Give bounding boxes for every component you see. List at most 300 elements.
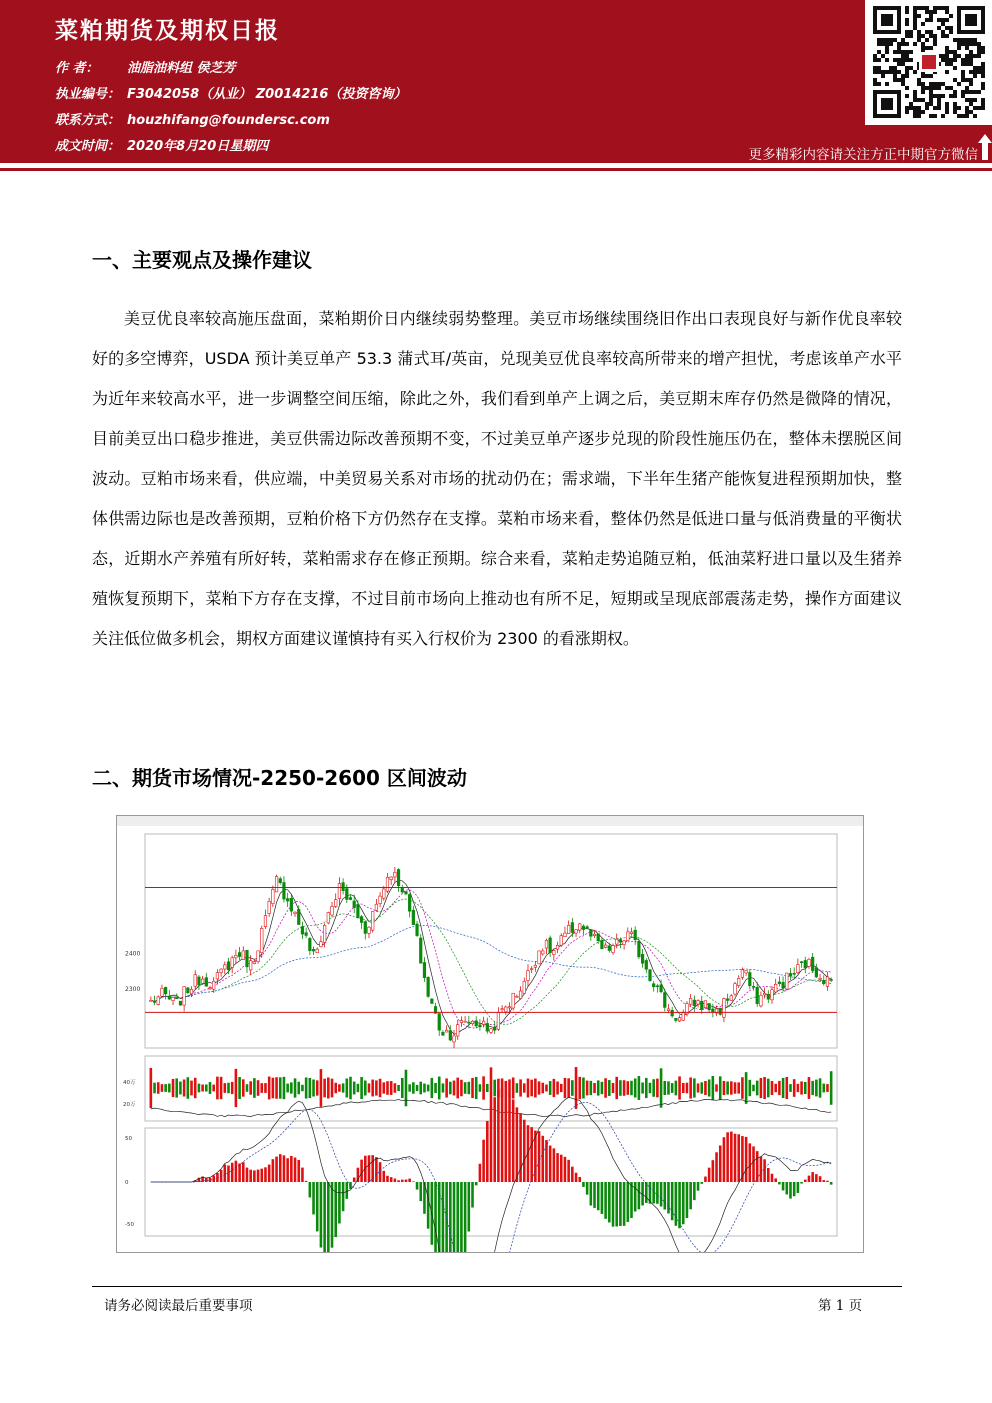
candle-body (416, 924, 419, 936)
macd-bar (671, 1182, 674, 1220)
macd-bar (675, 1182, 678, 1226)
candle-body (549, 938, 552, 953)
candle-body (294, 912, 297, 914)
volume-bar (375, 1080, 378, 1095)
macd-bar (501, 1088, 504, 1182)
volume-bar (238, 1077, 241, 1099)
candle-body (157, 997, 160, 1005)
macd-bar (523, 1120, 526, 1182)
volume-bar (545, 1085, 548, 1092)
volume-bar (394, 1083, 397, 1092)
volume-bar (331, 1079, 334, 1098)
macd-bar (260, 1169, 263, 1182)
volume-bar (235, 1069, 238, 1107)
candle-body (567, 925, 570, 933)
macd-bar (249, 1170, 252, 1182)
macd-bar (386, 1176, 389, 1182)
candle-body (782, 982, 785, 988)
macd-bar (619, 1182, 622, 1226)
candle-body (360, 917, 363, 923)
candle-body (667, 1009, 670, 1011)
candle-body (342, 883, 345, 891)
macd-bar (660, 1182, 663, 1206)
macd-bar (734, 1134, 737, 1182)
candle-body (279, 879, 282, 883)
macd-bar (257, 1170, 260, 1182)
candle-body (630, 932, 633, 934)
volume-bar (726, 1081, 729, 1094)
y-tick-label: 2400 (125, 950, 141, 958)
contact-line: 联系方式： houzhifang@foundersc.com (55, 113, 330, 128)
macd-bar (290, 1156, 293, 1182)
candle-body (752, 986, 755, 987)
candle-body (660, 985, 663, 992)
volume-bar (619, 1080, 622, 1096)
candle-body (224, 965, 227, 969)
candle-body (346, 889, 349, 900)
macd-bar (678, 1182, 681, 1228)
volume-bar (231, 1082, 234, 1094)
macd-bar (797, 1182, 800, 1193)
volume-bar (357, 1084, 360, 1092)
macd-bar (316, 1182, 319, 1231)
macd-bar (830, 1182, 833, 1185)
candle-body (172, 997, 175, 1000)
section1-body: 美豆优良率较高施压盘面，菜粕期价日内继续弱势整理。美豆市场继续围绕旧作出口表现良好与新作优良率较好的多空博弈，USDA 预计美豆单产 53.3 蒲式耳/英亩，兑现美豆优良率较高所带来的增产担忧，考虑该单产水平为近年来较高水平，进一步调整空间压缩，除此之外，我们看到单产上调之后，美豆期末库存仍然是微降的情况，目前美豆出口稳步推进，美豆供需边际改善预期不变，不过美豆单产逐步兑现的阶段性施压仍在，整体未摆脱区间波动。豆粕市场来看，供应端，中美贸易关系对市场的扰动仍在；需求端，下半年生猪产能恢复进程预期加快，整体供需边际也是改善预期，豆粕价格下方仍然存在支撑。菜粕市场来看，整体仍然是低进口量与低消费量的平衡状态，近期水产养殖有所好转，菜粕需求存在修正预期。综合来看，菜粕走势追随豆粕，低油菜籽进口量以及生猪养殖恢复预期下，菜粕下方存在支撑，不过目前市场向上推动也有所不足，短期或呈现底部震荡走势，操作方面建议关注低位做多机会，期权方面建议谨慎持有买入行权价为 2300 的看涨期权。 (92, 309, 902, 648)
volume-bar (830, 1071, 833, 1105)
macd-bar (475, 1182, 478, 1185)
macd-bar (305, 1181, 308, 1182)
candle-body (205, 978, 208, 987)
candle-body (161, 988, 164, 996)
volume-bar (427, 1085, 430, 1092)
macd-bar (545, 1140, 548, 1182)
report-header (0, 0, 992, 163)
macd-bar (468, 1182, 471, 1231)
candle-body (516, 996, 519, 997)
volume-bar (586, 1081, 589, 1096)
candle-body (678, 1018, 681, 1021)
volume-bar (734, 1082, 737, 1093)
volume-bar (338, 1084, 341, 1091)
macd-bar (272, 1159, 275, 1182)
volume-bar (468, 1082, 471, 1094)
macd-bar (667, 1182, 670, 1213)
volume-bar (811, 1081, 814, 1095)
candle-body (449, 1031, 452, 1040)
candle-body (401, 888, 404, 892)
macd-bar (541, 1136, 544, 1182)
volume-bar (663, 1081, 666, 1095)
macd-bar (652, 1182, 655, 1203)
macd-bar (774, 1178, 777, 1182)
macd-bar (342, 1182, 345, 1211)
candle-body (486, 1023, 489, 1031)
macd-bar (309, 1182, 312, 1197)
macd-bar (464, 1182, 467, 1252)
contact-email[interactable]: houzhifang@foundersc.com (127, 113, 330, 128)
candle-body (349, 898, 352, 900)
volume-bar (800, 1081, 803, 1094)
macd-tick-label: 50 (125, 1136, 132, 1142)
candle-body (604, 945, 607, 947)
volume-bar (590, 1081, 593, 1095)
macd-bar (719, 1145, 722, 1182)
candle-body (749, 972, 752, 985)
macd-bar (297, 1160, 300, 1182)
volume-bar (760, 1078, 763, 1098)
wechat-note: 更多精彩内容请关注方正中期官方微信 (748, 147, 978, 163)
candle-body (316, 949, 319, 953)
volume-bar (693, 1078, 696, 1097)
candle-body (371, 912, 374, 931)
volume-bar (737, 1082, 740, 1093)
candle-body (183, 987, 186, 1005)
arrow-up-icon (978, 134, 992, 160)
candle-body (737, 978, 740, 985)
candle-body (297, 909, 300, 924)
volume-bar (279, 1077, 282, 1098)
macd-bar (242, 1162, 245, 1182)
volume-bar (630, 1081, 633, 1095)
futures-chart (116, 815, 864, 1253)
license-line: 执业编号： F3042058（从业） Z0014216（投资咨询） (55, 87, 407, 102)
candle-body (260, 928, 263, 952)
candle-body (464, 1021, 467, 1022)
candle-body (808, 959, 811, 966)
macd-bar (238, 1163, 241, 1182)
candle-body (338, 884, 341, 899)
volume-bar (819, 1078, 822, 1097)
volume-bar (774, 1084, 777, 1092)
candle-body (419, 938, 422, 963)
volume-bar (198, 1084, 201, 1093)
macd-bar (334, 1182, 337, 1237)
candle-body (723, 999, 726, 1018)
macd-bar (819, 1176, 822, 1182)
candle-body (504, 1007, 507, 1012)
candle-body (153, 1001, 156, 1003)
macd-bar (442, 1182, 445, 1252)
section2-heading: 二、期货市场情况-2250-2600 区间波动 (92, 766, 467, 790)
candle-body (545, 940, 548, 948)
volume-bar (453, 1081, 456, 1096)
volume-bar (364, 1081, 367, 1096)
candle-body (523, 981, 526, 993)
candle-body (364, 922, 367, 934)
volume-bar (667, 1081, 670, 1094)
footer-disclaimer: 请务必阅读最后重要事项 (104, 1298, 253, 1314)
candle-body (745, 971, 748, 973)
volume-bar (745, 1072, 748, 1104)
volume-bar (638, 1076, 641, 1100)
macd-bar (712, 1160, 715, 1182)
volume-bar (538, 1081, 541, 1094)
candle-body (375, 904, 378, 910)
volume-bar (582, 1078, 585, 1099)
volume-bar (767, 1079, 770, 1098)
macd-bar (697, 1182, 700, 1191)
candle-body (353, 901, 356, 908)
volume-bar (227, 1083, 230, 1094)
candle-body (815, 968, 818, 977)
volume-bar (571, 1080, 574, 1096)
volume-bar (360, 1077, 363, 1099)
volume-bar (179, 1082, 182, 1095)
candle-body (819, 978, 822, 979)
candle-body (638, 941, 641, 957)
volume-bar (264, 1083, 267, 1093)
volume-bar (323, 1079, 326, 1098)
macd-bar (656, 1182, 659, 1204)
volume-bar (627, 1081, 630, 1095)
macd-bar (394, 1179, 397, 1182)
candle-body (627, 932, 630, 941)
macd-bar (294, 1158, 297, 1182)
volume-bar (368, 1083, 371, 1092)
candle-body (527, 971, 530, 981)
macd-bar (808, 1176, 811, 1182)
candle-body (793, 973, 796, 974)
volume-bar (382, 1082, 385, 1093)
volume-bar (353, 1082, 356, 1095)
candle-body (405, 892, 408, 895)
candle-body (194, 975, 197, 986)
candle-body (275, 877, 278, 892)
candle-body (593, 934, 596, 935)
macd-bar (789, 1182, 792, 1199)
macd-bar (571, 1167, 574, 1182)
candle-body (582, 926, 585, 929)
macd-bar (220, 1170, 223, 1182)
macd-bar (822, 1180, 825, 1182)
candle-body (179, 1001, 182, 1005)
volume-bar (771, 1081, 774, 1095)
volume-bar (475, 1077, 478, 1099)
macd-bar (460, 1182, 463, 1252)
macd-bar (627, 1182, 630, 1222)
candle-body (423, 962, 426, 977)
volume-bar (567, 1078, 570, 1097)
candle-body (327, 912, 330, 922)
macd-bar (693, 1182, 696, 1200)
volume-bar (689, 1077, 692, 1098)
candle-body (212, 981, 215, 989)
candle-body (774, 984, 777, 992)
volume-bar (172, 1079, 175, 1097)
macd-bar (604, 1182, 607, 1219)
macd-bar (508, 1095, 511, 1182)
candle-body (612, 946, 615, 953)
volume-bar (597, 1080, 600, 1095)
macd-bar (264, 1167, 267, 1182)
volume-bar (516, 1083, 519, 1093)
macd-bar (689, 1182, 692, 1209)
candle-body (290, 898, 293, 911)
macd-bar (235, 1161, 238, 1182)
volume-bar (290, 1082, 293, 1093)
candle-body (493, 1027, 496, 1030)
macd-bar (578, 1177, 581, 1182)
ma5-line (151, 880, 831, 1034)
volume-bar (486, 1084, 489, 1092)
candle-body (309, 938, 312, 950)
volume-bar (730, 1081, 733, 1094)
candle-body (771, 990, 774, 1000)
macd-bar (767, 1168, 770, 1182)
candle-body (608, 946, 611, 951)
volume-bar (150, 1068, 153, 1108)
volume-bar (789, 1084, 792, 1092)
volume-bar (671, 1083, 674, 1093)
volume-bar (187, 1077, 190, 1099)
volume-bar (175, 1078, 178, 1097)
macd-bar (405, 1180, 408, 1182)
macd-bar (283, 1155, 286, 1182)
candle-body (534, 965, 537, 967)
macd-bar (715, 1152, 718, 1182)
volume-bar (464, 1082, 467, 1094)
macd-bar (323, 1182, 326, 1252)
volume-bar (645, 1078, 648, 1098)
macd-bar (471, 1182, 474, 1208)
volume-bar (601, 1082, 604, 1094)
macd-tick-label: -50 (125, 1222, 134, 1228)
volume-bar (778, 1081, 781, 1095)
volume-bar (297, 1082, 300, 1094)
macd-bar (519, 1114, 522, 1182)
macd-bar (608, 1182, 611, 1222)
volume-bar (260, 1083, 263, 1093)
macd-bar (645, 1182, 648, 1203)
volume-bar (346, 1079, 349, 1098)
volume-bar (604, 1078, 607, 1098)
candle-body (785, 973, 788, 989)
candle-body (519, 991, 522, 999)
volume-bar (578, 1077, 581, 1099)
candle-body (231, 958, 234, 968)
candle-body (283, 883, 286, 900)
macd-bar (663, 1182, 666, 1210)
volume-bar (623, 1080, 626, 1096)
macd-bar (408, 1179, 411, 1182)
candle-body (150, 1000, 153, 1001)
candle-body (689, 998, 692, 1004)
volume-bar (401, 1078, 404, 1098)
volume-bar (556, 1082, 559, 1095)
volume-bar (224, 1083, 227, 1093)
macd-bar (479, 1164, 482, 1182)
macd-bar (638, 1182, 641, 1209)
candle-body (187, 988, 190, 993)
candle-body (475, 1021, 478, 1026)
macd-bar (723, 1137, 726, 1182)
macd-bar (224, 1164, 227, 1182)
candle-body (264, 916, 267, 927)
page-number: 第 1 页 (818, 1298, 863, 1314)
macd-bar (445, 1182, 448, 1252)
macd-bar (634, 1182, 637, 1212)
macd-bar (763, 1159, 766, 1182)
candle-body (641, 954, 644, 963)
macd-bar (527, 1125, 530, 1182)
volume-bar (641, 1082, 644, 1093)
volume-bar (275, 1077, 278, 1099)
candle-body (767, 994, 770, 999)
volume-bar (512, 1077, 515, 1098)
volume-bar (249, 1081, 252, 1094)
macd-bar (582, 1182, 585, 1187)
macd-tick-label: 0 (125, 1180, 129, 1186)
candle-body (719, 1008, 722, 1014)
macd-bar (760, 1157, 763, 1182)
candle-body (272, 889, 275, 903)
macd-bar (682, 1182, 685, 1224)
volume-bar (652, 1079, 655, 1097)
volume-bar (438, 1077, 441, 1100)
candle-body (656, 986, 659, 987)
macd-bar (567, 1160, 570, 1182)
candle-body (386, 877, 389, 891)
macd-bar (231, 1163, 234, 1182)
candle-body (575, 930, 578, 933)
candle-body (334, 900, 337, 907)
candle-body (811, 957, 814, 970)
volume-bar (741, 1077, 744, 1099)
volume-bar (253, 1078, 256, 1098)
candle-body (712, 1009, 715, 1012)
macd-bar (815, 1174, 818, 1182)
candle-body (379, 896, 382, 904)
header-rule (0, 168, 992, 171)
volume-bar (785, 1077, 788, 1099)
candle-body (216, 973, 219, 979)
candle-body (634, 930, 637, 939)
volume-bar (334, 1083, 337, 1093)
candle-body (560, 936, 563, 945)
macd-bar (397, 1180, 400, 1182)
macd-bar (246, 1168, 249, 1182)
volume-bar (752, 1085, 755, 1092)
candle-body (556, 945, 559, 949)
volume-bar (549, 1081, 552, 1095)
date-line: 成文时间： 2020年8月20日星期四 (55, 139, 269, 154)
candle-body (763, 993, 766, 995)
macd-bar (382, 1171, 385, 1182)
candle-body (190, 989, 193, 994)
macd-bar (749, 1143, 752, 1182)
macd-bar (597, 1182, 600, 1210)
macd-bar (601, 1182, 604, 1214)
volume-bar (808, 1077, 811, 1099)
section1-heading: 一、主要观点及操作建议 (92, 248, 312, 272)
volume-bar (316, 1080, 319, 1095)
macd-bar (737, 1134, 740, 1182)
macd-bar (353, 1178, 356, 1182)
macd-bar (530, 1127, 533, 1182)
volume-bar (700, 1082, 703, 1093)
volume-bar (708, 1079, 711, 1096)
macd-bar (227, 1165, 230, 1182)
volume-bar (397, 1085, 400, 1091)
volume-bar (419, 1082, 422, 1095)
candle-body (394, 872, 397, 877)
volume-bar (715, 1084, 718, 1091)
candle-body (708, 1004, 711, 1010)
macd-bar (593, 1182, 596, 1208)
candle-body (357, 904, 360, 917)
candle-body (619, 939, 622, 942)
